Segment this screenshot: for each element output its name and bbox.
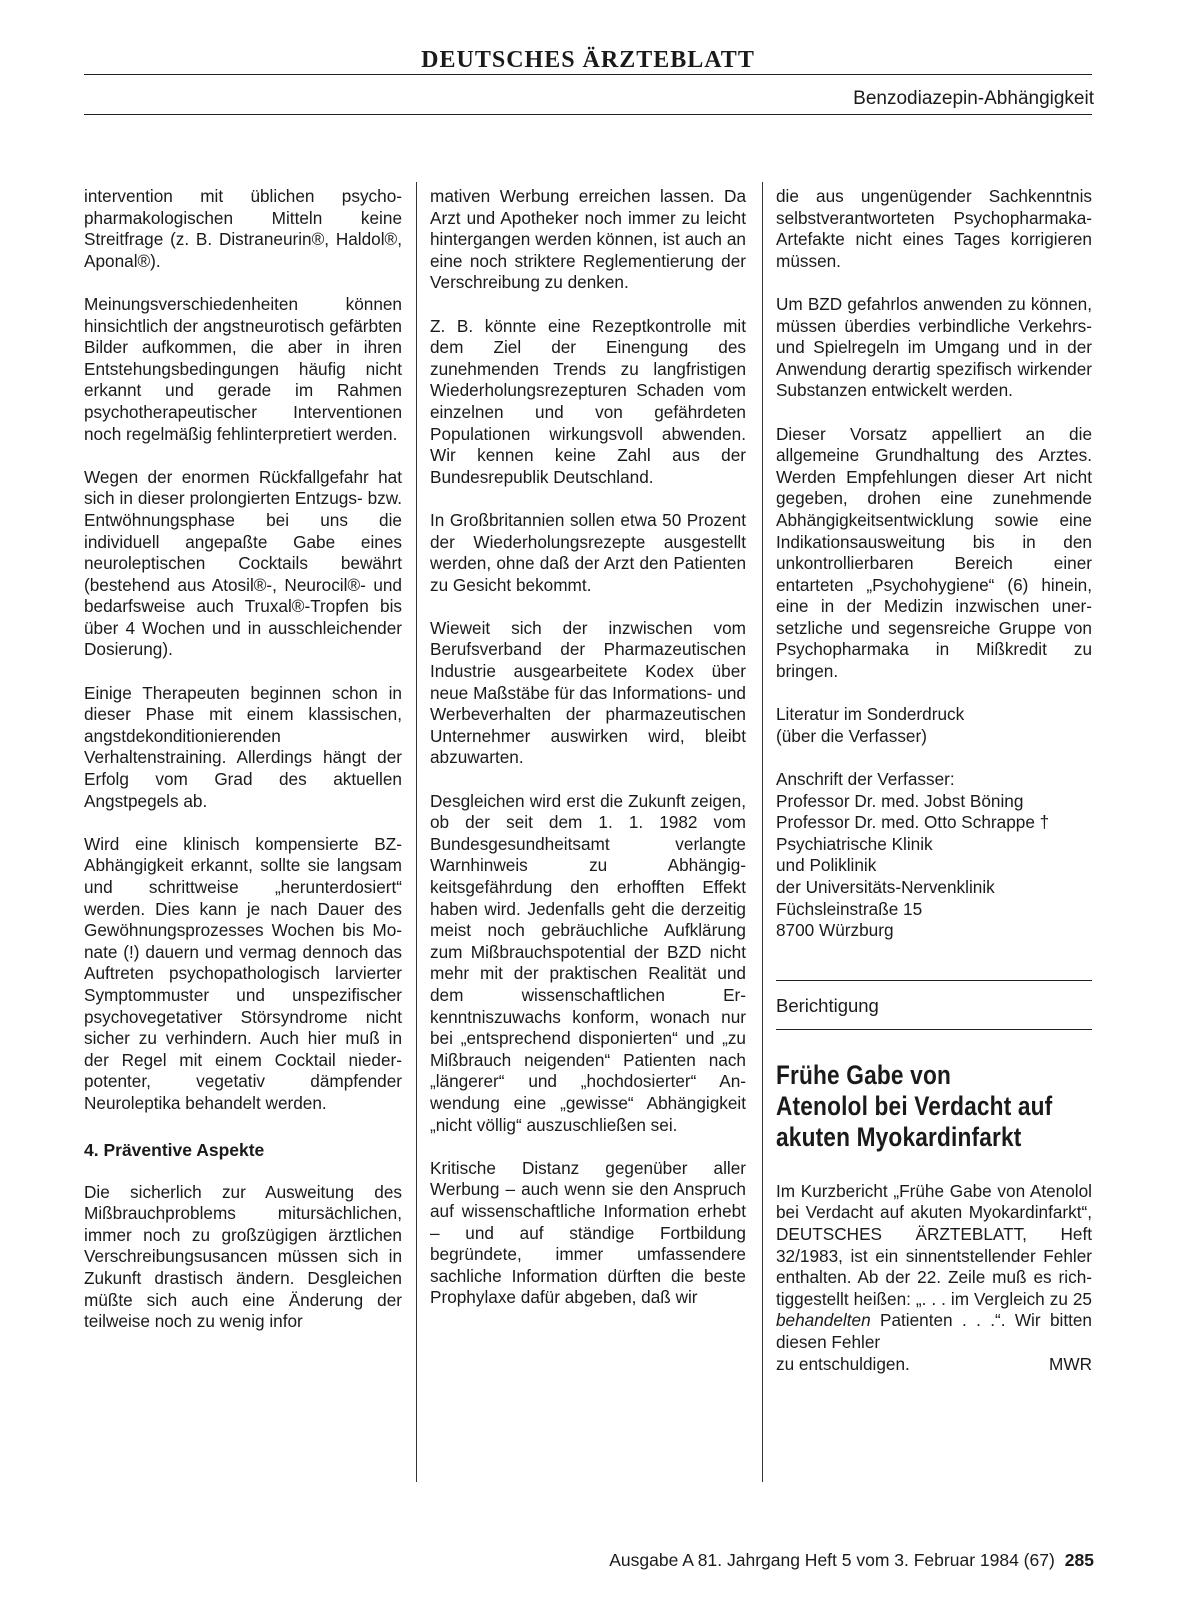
column-1 — [84, 186, 402, 1354]
address-line: Anschrift der Verfasser: — [776, 769, 955, 790]
section-label: Benzodiazepin-Abhängigkeit — [853, 88, 1094, 109]
address-line: 8700 Würzburg — [776, 920, 894, 941]
paragraph: Desgleichen wird erst die Zukunft zeigen, ob der seit dem 1. 1. 1982 vom Bundesgesundheitsamt verlangte Warnhinweis zu Abhängigkeitsgefährdung den erhofften Effekt haben wird. Jedenfalls geht die derzeitig meist noch gebräuchliche Aufklärung zum Mißbrauchspotential der BZD nicht mehr mit der praktischen Realität und dem wissenschaftlichen Erkenntniszuwachs konform, wonach nur bei „entsprechend disponierten“ und „zu Mißbrauch neigenden“ Patienten nach „längerer“ und „hochdosierter“ Anwendung eine „gewisse“ Abhängigkeit „nicht völlig“ auszuschließen sei. — [430, 790, 746, 1135]
correction-rule-bottom — [776, 1029, 1092, 1030]
correction-text-italic: behandelten — [776, 1310, 871, 1331]
paragraph: Dieser Vorsatz appelliert an die allgemeine Grundhaltung des Arztes. Werden Empfehlungen dieser Art nicht gegeben, drohen eine zunehmende Abhängigkeitsentwicklung sowie eine Indikationsausweitung bis in den unkontrollierbaren Bereich einer entarteten „Psychohygiene“ (6) hinein, eine in der Medizin inzwischen unersetzliche und segensreiche Gruppe von Psychopharmaka in Mißkredit zu bringen. — [776, 423, 1092, 682]
paragraph: Z. B. könnte eine Rezeptkontrolle mit dem Ziel der Einengung des zunehmenden Trends zu langfristigen Wiederholungsrezepturen Schaden vom einzelnen und von gefährdeten Populationen wirkungsvoll abwenden. Wir kennen keine Zahl aus der Bundesrepublik Deutschland. — [430, 315, 746, 487]
address-line: Professor Dr. med. Jobst Böning — [776, 790, 1024, 811]
correction-closing — [776, 1354, 1092, 1376]
paragraph: mativen Werbung erreichen lassen. Da Arzt und Apotheker noch immer zu leicht hintergangen werden können, ist auch an eine noch striktere Reglementierung der Verschreibung zu denken. — [430, 186, 746, 293]
paragraph: Wieweit sich der inzwischen vom Berufsverband der Pharmazeutischen Industrie ausgearbeitete Kodex über neue Maßstäbe für das Informations- und Werbeverhalten der pharmazeutischen Unternehmer auswirken wird, bleibt abzuwarten. — [430, 617, 746, 768]
literature-line: (über die Verfasser) — [776, 725, 927, 746]
paragraph: intervention mit üblichen psychopharmakologischen Mitteln keine Streitfrage (z. B. Distraneurin®, Haldol®, Aponal®). — [84, 186, 402, 271]
correction-rule-top — [776, 980, 1092, 981]
headline-line: Atenolol bei Verdacht auf — [776, 1090, 1053, 1121]
address-line: Psychiatrische Klinik — [776, 833, 933, 854]
page-footer — [609, 1549, 1094, 1571]
correction-headline — [776, 1060, 1095, 1153]
masthead-rule — [84, 74, 1092, 75]
paragraph: Kritische Distanz gegenüber aller Werbung – auch wenn sie den Anspruch auf wissenschaftliche Information erhebt – und auf ständige Fortbildung begründete, immer umfassendere sachliche Information dürften die beste Prophylaxe dafür abgeben, daß wir — [430, 1157, 746, 1308]
correction-signature: MWR — [1049, 1353, 1092, 1374]
column-divider-1 — [416, 182, 417, 1482]
page-number: 285 — [1064, 1550, 1094, 1570]
correction-text-mid: Patienten . . .“. Wir bitten diesen Fehler — [776, 1310, 1092, 1352]
paragraph: Wird eine klinisch kompensierte BZ-Abhängigkeit erkannt, sollte sie langsam und schrittweise „herunterdosiert“ werden. Dies kann je nach Dauer des Gewöhnungsprozesses Wochen bis Monate (!) dauern und vermag dennoch das Auftreten psychopathologisch larvierter Symptommuster und unspezifischer psychovegetativer Störsyndrome nicht sicher zu verhindern. Auch hier muß in der Regel mit einem Cocktail niederpotenter, vegetativ dämpfender Neuroleptika behandelt werden. — [84, 833, 402, 1113]
headline-line: Frühe Gabe von — [776, 1059, 952, 1090]
paragraph: Um BZD gefahrlos anwenden zu können, müssen überdies verbindliche Verkehrs- und Spielregeln im Umgang und in der Anwendung derartig spezifisch wirkender Substanzen entwickelt werden. — [776, 293, 1092, 401]
author-address — [776, 769, 1092, 942]
issue-info: Ausgabe A 81. Jahrgang Heft 5 vom 3. Februar 1984 (67) — [609, 1550, 1055, 1570]
paragraph: Meinungsverschiedenheiten können hinsichtlich der angstneurotisch gefärbten Bilder aufkommen, die aber in ihren Entstehungsbedingungen häufig nicht erkannt und gerade im Rahmen psychotherapeutischer Interventionen noch regelmäßig fehlinterpretiert werden. — [84, 293, 402, 444]
correction-text-end: zu entschuldigen. — [776, 1353, 910, 1374]
headline-line: akuten Myokardinfarkt — [776, 1121, 1022, 1152]
paragraph: Die sicherlich zur Ausweitung des Mißbrauchproblems mitursächlichen, immer noch zu großzügigen ärztlichen Verschreibungsusancen müssen sich in Zukunft drastisch ändern. Desgleichen müßte sich auch eine Änderung der teilweise noch zu wenig infor — [84, 1181, 402, 1332]
literature-note — [776, 704, 1092, 747]
header-rule — [84, 114, 1092, 115]
correction-text-lead: Im Kurzbericht „Frühe Gabe von Atenolol bei Verdacht auf akuten Myokardinfarkt“, DEUTSCHES ÄRZTEBLATT, Heft 32/1983, ist ein sinnentstellender Fehler enthalten. Ab der 22. Zeile muß es richtiggestellt heißen: „. . . im Vergleich zu 25 — [776, 1180, 1092, 1309]
correction-text — [776, 1181, 1092, 1354]
section-heading: 4. Präventive Aspekte — [84, 1139, 265, 1160]
address-line: und Poliklinik — [776, 855, 877, 876]
column-3 — [776, 186, 1092, 1375]
column-divider-2 — [762, 182, 763, 1482]
address-line: Füchsleinstraße 15 — [776, 898, 923, 919]
literature-line: Literatur im Sonderdruck — [776, 704, 965, 725]
paragraph: Wegen der enormen Rückfallgefahr hat sich in dieser prolongierten Entzugs- bzw. Entwöhnungsphase bei uns die individuell angepaßte Gabe eines neuroleptischen Cocktails bewährt (bestehend aus Atosil®-, Neurocil®- und bedarfsweise auch Truxal®-Tropfen bis über 4 Wochen und in ausschleichender Dosierung). — [84, 466, 402, 660]
masthead: DEUTSCHES ÄRZTEBLATT — [421, 47, 755, 73]
paragraph: In Großbritannien sollen etwa 50 Prozent der Wiederholungsrezepte ausgestellt werden, ohne daß der Arzt den Patienten zu Gesicht bekommt. — [430, 509, 746, 595]
correction-label: Berichtigung — [776, 994, 879, 1016]
column-2 — [430, 186, 746, 1330]
address-line: der Universitäts-Nervenklinik — [776, 877, 995, 897]
paragraph: die aus ungenügender Sachkenntnis selbstverantworteten Psychopharmaka-Artefakte nicht eines Tages korrigieren müssen. — [776, 186, 1092, 271]
paragraph: Einige Therapeuten beginnen schon in dieser Phase mit einem klassischen, angstdekonditionierenden Verhaltenstraining. Allerdings hängt der Erfolg vom Grad des aktuellen Angstpegels ab. — [84, 682, 402, 811]
address-line: Professor Dr. med. Otto Schrappe † — [776, 812, 1050, 833]
